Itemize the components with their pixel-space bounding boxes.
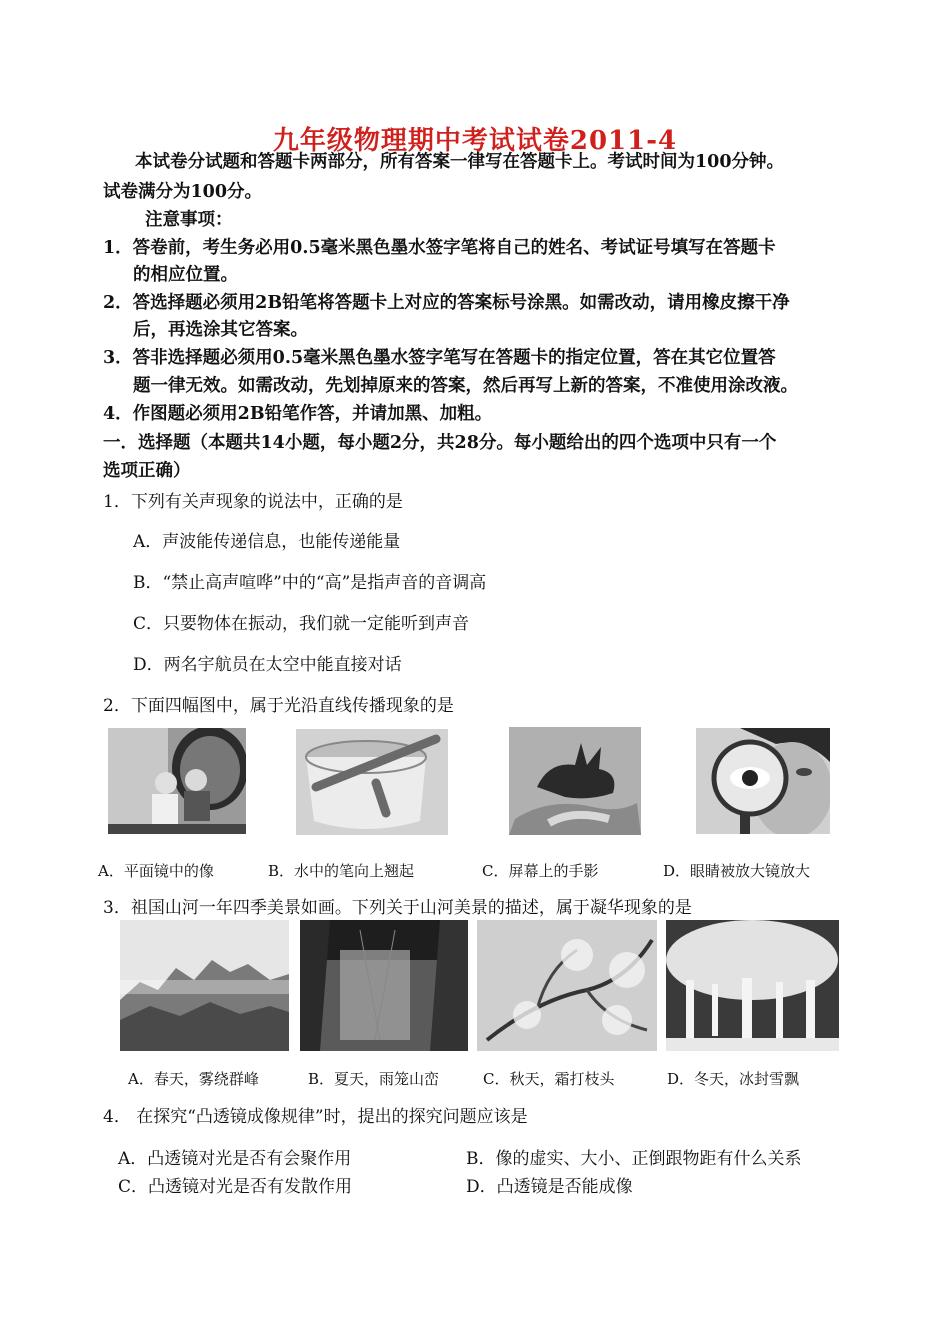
q2-caption-b: B．水中的笔向上翘起 [268, 862, 415, 880]
q2-caption-c: C．屏幕上的手影 [482, 862, 599, 880]
q3-caption-a: A．春天，雾绕群峰 [128, 1070, 259, 1088]
q2-caption-d: D．眼睛被放大镜放大 [663, 862, 811, 880]
section-heading-line-1: 一．选择题（本题共14小题，每小题2分，共28分。每小题给出的四个选项中只有一个 [103, 433, 777, 453]
q3-caption-d: D．冬天，冰封雪飘 [667, 1070, 800, 1088]
foggy-peaks-photo [120, 920, 289, 1051]
q2-caption-a: A．平面镜中的像 [98, 862, 214, 880]
magnifier-eye-photo [696, 728, 830, 834]
note-2-line-2: 后，再选涂其它答案。 [133, 320, 308, 340]
frozen-tree-photo [666, 920, 839, 1051]
note-1-line-1: 1．答卷前，考生务必用0.5毫米黑色墨水签字笔将自己的姓名、考试证号填写在答题卡 [103, 238, 776, 258]
intro-line-2: 试卷满分为100分。 [103, 182, 263, 202]
note-1-line-2: 的相应位置。 [133, 265, 238, 285]
q4-option-c: C．凸透镜对光是否有发散作用 [118, 1177, 353, 1197]
notes-heading: 注意事项： [145, 210, 233, 230]
q1-option-b: B．“禁止高声喧哗”中的“高”是指声音的音调高 [133, 573, 487, 593]
mirror-babies-photo [108, 728, 246, 834]
q4-option-b: B．像的虚实、大小、正倒跟物距有什么关系 [466, 1149, 802, 1169]
q3-stem: 3．祖国山河一年四季美景如画。下列关于山河美景的描述，属于凝华现象的是 [103, 898, 692, 918]
page-title: 九年级物理期中考试试卷2011-4 [272, 126, 678, 156]
q4-option-a: A．凸透镜对光是否有会聚作用 [118, 1149, 352, 1169]
q2-stem: 2．下面四幅图中，属于光沿直线传播现象的是 [103, 696, 454, 716]
intro-line-1: 本试卷分试题和答题卡两部分，所有答案一律写在答题卡上。考试时间为100分钟。 [135, 152, 785, 172]
q1-option-d: D．两名宇航员在太空中能直接对话 [133, 655, 402, 675]
note-4: 4．作图题必须用2B铅笔作答，并请加黑、加粗。 [103, 404, 493, 424]
q1-stem: 1．下列有关声现象的说法中，正确的是 [103, 492, 403, 512]
q1-option-a: A．声波能传递信息，也能传递能量 [133, 532, 401, 552]
pencil-in-water-photo [296, 729, 448, 835]
q1-option-c: C．只要物体在振动，我们就一定能听到声音 [133, 614, 470, 634]
note-3-line-2: 题一律无效。如需改动，先划掉原来的答案，然后再写上新的答案，不准使用涂改液。 [133, 376, 798, 396]
section-heading-line-2: 选项正确） [103, 461, 191, 481]
q3-caption-b: B．夏天，雨笼山峦 [308, 1070, 440, 1088]
frost-branches-photo [477, 920, 657, 1051]
note-3-line-1: 3．答非选择题必须用0.5毫米黑色墨水签字笔写在答题卡的指定位置，答在其它位置答 [103, 348, 776, 368]
rain-mountain-photo [300, 920, 468, 1051]
q4-stem: 4． 在探究“凸透镜成像规律”时，提出的探究问题应该是 [103, 1107, 528, 1127]
q4-option-d: D．凸透镜是否能成像 [466, 1177, 633, 1197]
note-2-line-1: 2．答选择题必须用2B铅笔将答题卡上对应的答案标号涂黑。如需改动，请用橡皮擦干净 [103, 293, 790, 313]
q3-caption-c: C．秋天，霜打枝头 [483, 1070, 615, 1088]
hand-shadow-photo [509, 727, 641, 835]
